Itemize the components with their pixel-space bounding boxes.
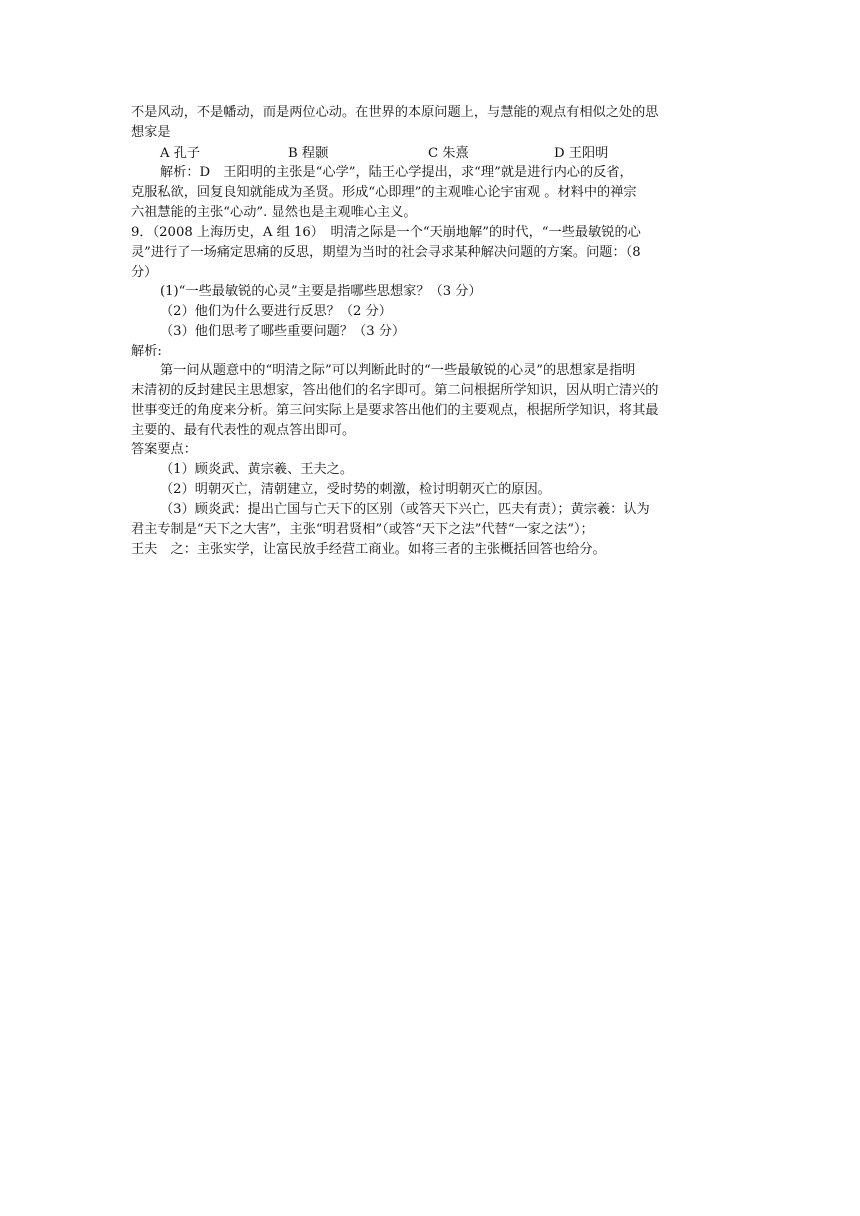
q9-analysis-line: 末清初的反封建民主思想家，答出他们的名字即可。第二问根据所学知识，因从明亡清兴的 — [131, 383, 659, 398]
q9-analysis-line: 主要的、最有代表性的观点答出即可。 — [131, 423, 356, 438]
q8-analysis-line: 六祖慧能的主张“心动”. 显然也是主观唯心主义。 — [131, 205, 417, 220]
q9-question-1: (1)“一些最敏锐的心灵”主要是指哪些思想家？（3 分） — [160, 284, 482, 299]
answer-line: （1）顾炎武、黄宗羲、王夫之。 — [160, 462, 354, 477]
q8-option-c: C 朱熹 — [428, 146, 469, 161]
q9-analysis-line: 第一问从题意中的“明清之际”可以判断此时的“一些最敏锐的心灵”的思想家是指明 — [160, 363, 636, 378]
q8-stem-line: 不是风动，不是幡动，而是两位心动。在世界的本原问题上，与慧能的观点有相似之处的思 — [131, 105, 659, 120]
q8-analysis-line: 克服私欲，回复良知就能成为圣贤。形成“心即理”的主观唯心论宇宙观 。材料中的禅宗 — [131, 185, 637, 200]
answer-label: 答案要点： — [131, 442, 197, 457]
q8-option-b: B 程颢 — [288, 146, 329, 161]
q9-stem-line: 灵”进行了一场痛定思痛的反思，期望为当时的社会寻求某种解决问题的方案。问题：（8 — [131, 245, 641, 260]
q8-option-d: D 王阳明 — [554, 146, 609, 161]
q8-option-a: A 孔子 — [160, 146, 201, 161]
analysis-label: 解析: — [131, 344, 162, 359]
q9-question-2: （2）他们为什么要进行反思？（2 分） — [160, 304, 392, 319]
q8-analysis-line: 解析：D 王阳明的主张是“心学”，陆王心学提出，求“理”就是进行内心的反省， — [160, 165, 633, 180]
q9-analysis-line: 世事变迁的角度来分析。第三问实际上是要求答出他们的主要观点，根据所学知识，将其最 — [131, 403, 659, 418]
answer-line: 王夫 之：主张实学，让富民放手经营工商业。如将三者的主张概括回答也给分。 — [131, 542, 606, 557]
q9-stem-line: 分） — [131, 265, 158, 280]
q8-stem-line: 想家是 — [131, 125, 171, 140]
answer-line: 君主专制是“天下之大害”，主张“明君贤相”（或答“天下之法”代替“一家之法”）； — [131, 522, 594, 537]
q9-question-3: （3）他们思考了哪些重要问题？（3 分） — [160, 324, 406, 339]
answer-line: （2）明朝灭亡，清朝建立，受时势的刺激，检讨明朝灭亡的原因。 — [160, 482, 551, 497]
answer-line: （3）顾炎武：提出亡国与亡天下的区别（或答天下兴亡，匹夫有责）；黄宗羲：认为 — [160, 502, 650, 517]
q9-stem-line: 9．（2008 上海历史，A 组 16） 明清之际是一个“天崩地解”的时代，“一些最敏锐的心 — [131, 225, 641, 240]
